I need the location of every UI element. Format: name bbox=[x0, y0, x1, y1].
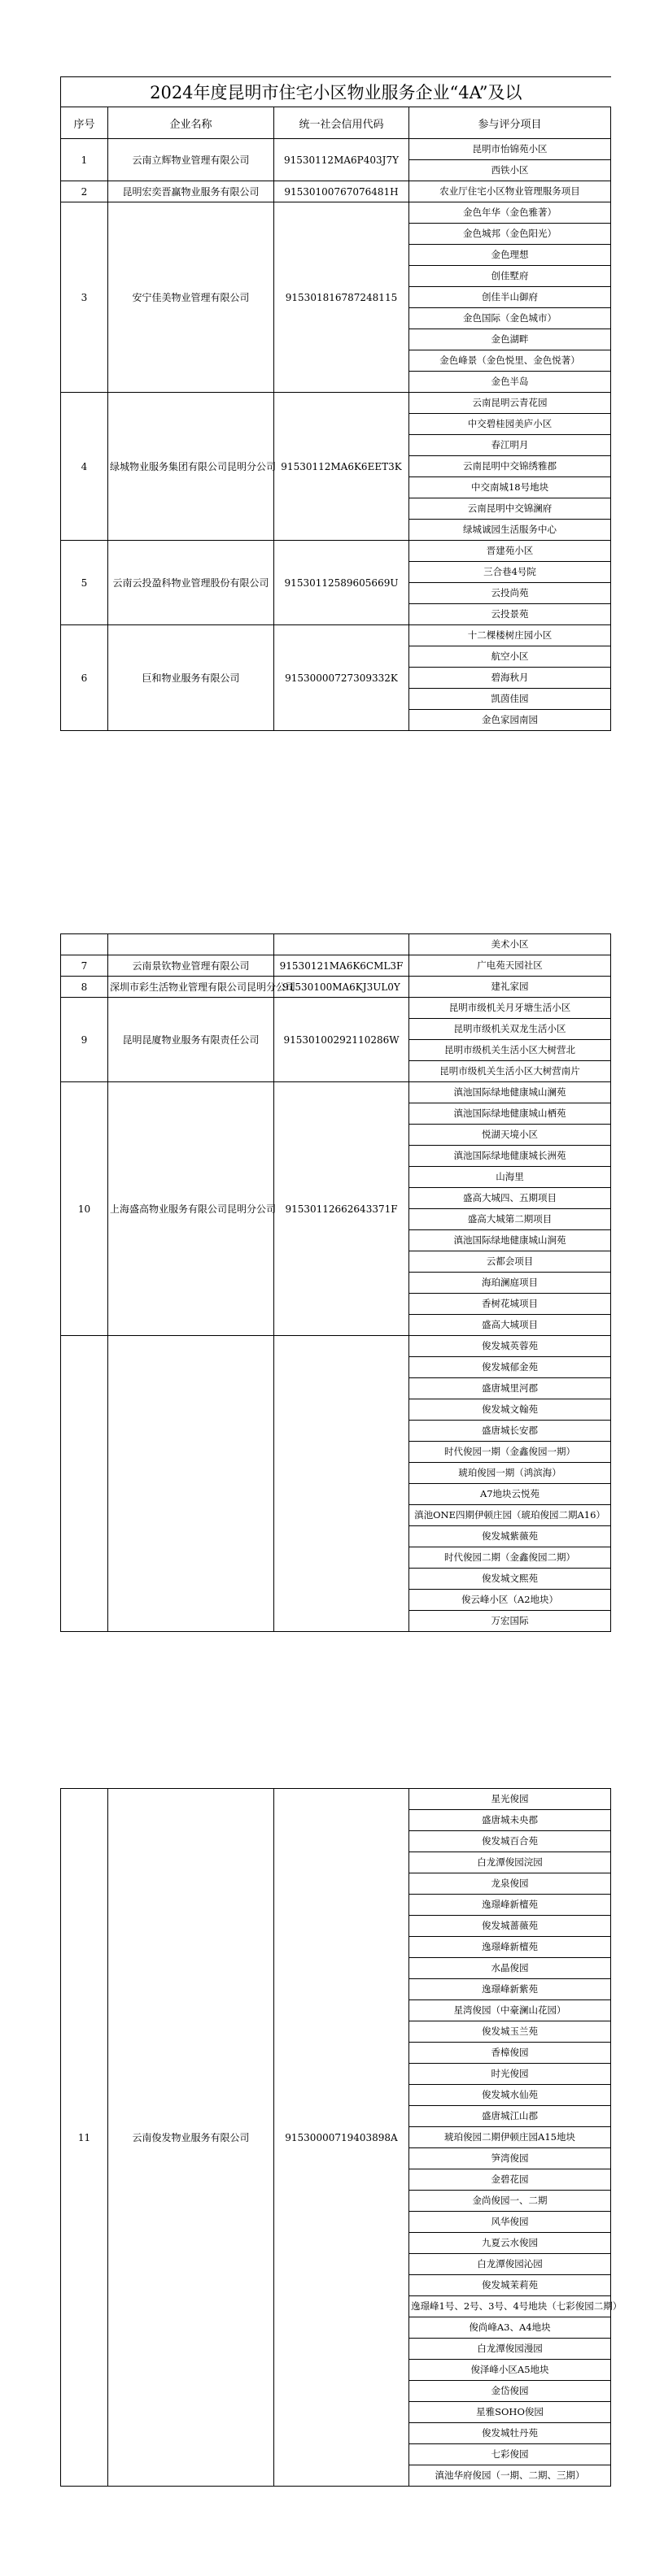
project-name: 香樟俊园 bbox=[409, 2043, 611, 2064]
project-name: 滇池国际绿地健康城山栖苑 bbox=[409, 1103, 611, 1125]
table-row bbox=[61, 955, 611, 977]
table-row bbox=[61, 998, 611, 1019]
project-name: 俊发城百合苑 bbox=[409, 1831, 611, 1852]
table-row bbox=[61, 1082, 611, 1103]
project-name: 海珀澜庭项目 bbox=[409, 1273, 611, 1294]
project-name: 晋建苑小区 bbox=[409, 541, 611, 562]
project-name: 金色峰景（金色悦里、金色悦著） bbox=[409, 350, 611, 372]
company-name: 安宁佳美物业管理有限公司 bbox=[108, 202, 274, 393]
project-name: 广电苑天园社区 bbox=[409, 955, 611, 977]
project-name: 俊发城文翰苑 bbox=[409, 1399, 611, 1421]
project-name: 时代俊园一期（金鑫俊园一期） bbox=[409, 1442, 611, 1463]
project-name: 金色理想 bbox=[409, 245, 611, 266]
project-name: 云投尚苑 bbox=[409, 583, 611, 604]
project-name: 建礼家园 bbox=[409, 977, 611, 998]
project-name: 金岱俊园 bbox=[409, 2381, 611, 2402]
company-name: 昆明宏奕晋赢物业服务有限公司 bbox=[108, 181, 274, 202]
credit-code: 91530112MA6K6EET3K bbox=[274, 393, 409, 541]
project-name: 俊发城茉莉苑 bbox=[409, 2275, 611, 2296]
project-name: 云南昆明中交锦澜府 bbox=[409, 498, 611, 520]
company-name: 深圳市彩生活物业管理有限公司昆明分公司 bbox=[108, 977, 274, 998]
row-index: 8 bbox=[61, 977, 108, 998]
project-name: 山海里 bbox=[409, 1167, 611, 1188]
project-name: 绿城诚园生活服务中心 bbox=[409, 520, 611, 541]
project-name: 盛唐城江山郡 bbox=[409, 2106, 611, 2127]
company-name: 上海盛高物业服务有限公司昆明分公司 bbox=[108, 1082, 274, 1336]
row-index bbox=[61, 1336, 108, 1632]
project-name: 盛高大城四、五期项目 bbox=[409, 1188, 611, 1209]
project-name: 盛高大城第二期项目 bbox=[409, 1209, 611, 1230]
credit-code: 91530121MA6K6CML3F bbox=[274, 955, 409, 977]
project-name: 星雅SOHO俊园 bbox=[409, 2402, 611, 2423]
project-name: 美术小区 bbox=[409, 934, 611, 955]
project-name: 悦湖天境小区 bbox=[409, 1125, 611, 1146]
table-row bbox=[61, 139, 611, 160]
project-name: 盛唐城长安郡 bbox=[409, 1421, 611, 1442]
table-row bbox=[61, 1789, 611, 1810]
table-segment-1 bbox=[60, 76, 607, 731]
company-name: 绿城物业服务集团有限公司昆明分公司 bbox=[108, 393, 274, 541]
row-index: 3 bbox=[61, 202, 108, 393]
credit-code: 91530112MA6P403J7Y bbox=[274, 139, 409, 181]
project-name: 九夏云水俊园 bbox=[409, 2233, 611, 2254]
row-index: 6 bbox=[61, 625, 108, 731]
project-name: 碧海秋月 bbox=[409, 668, 611, 689]
project-name: 俊泽峰小区A5地块 bbox=[409, 2360, 611, 2381]
project-name: 逸璟峰新紫苑 bbox=[409, 1979, 611, 2000]
project-name: 昆明市级机关生活小区大树营北 bbox=[409, 1040, 611, 1061]
project-name: 凯茵佳园 bbox=[409, 689, 611, 710]
project-name: 金碧花园 bbox=[409, 2169, 611, 2191]
credit-code bbox=[274, 934, 409, 955]
project-name: 西铁小区 bbox=[409, 160, 611, 181]
project-name: 万宏国际 bbox=[409, 1611, 611, 1632]
project-name: 金色城邦（金色阳光） bbox=[409, 224, 611, 245]
project-name: 俊发城蔷薇苑 bbox=[409, 1916, 611, 1937]
project-name: 白龙潭俊园浣园 bbox=[409, 1852, 611, 1873]
project-name: 金色半岛 bbox=[409, 372, 611, 393]
row-index: 11 bbox=[61, 1789, 108, 2487]
project-name: 中交碧桂园美庐小区 bbox=[409, 414, 611, 435]
row-index: 1 bbox=[61, 139, 108, 181]
project-name: 琥珀俊园二期伊顿庄园A15地块 bbox=[409, 2127, 611, 2148]
project-name: 金色家园南园 bbox=[409, 710, 611, 731]
table-row bbox=[61, 977, 611, 998]
header-credit-code: 统一社会信用代码 bbox=[274, 107, 409, 139]
project-name: 滇池国际绿地健康城山澜苑 bbox=[409, 1082, 611, 1103]
project-name: 航空小区 bbox=[409, 646, 611, 668]
project-name: 俊发城牡丹苑 bbox=[409, 2423, 611, 2444]
project-name: 中交南城18号地块 bbox=[409, 477, 611, 498]
project-name: 金尚俊园一、二期 bbox=[409, 2191, 611, 2212]
project-name: 白龙潭俊园沁园 bbox=[409, 2254, 611, 2275]
project-name: 创佳墅府 bbox=[409, 266, 611, 287]
row-index: 10 bbox=[61, 1082, 108, 1336]
project-name: 盛高大城项目 bbox=[409, 1315, 611, 1336]
document-title: 2024年度昆明市住宅小区物业服务企业“4A”及以 bbox=[61, 77, 611, 107]
table-row bbox=[61, 1336, 611, 1357]
project-name: 云南昆明中交锦绣雅郡 bbox=[409, 456, 611, 477]
certification-table-part-1 bbox=[60, 76, 611, 731]
company-name bbox=[108, 934, 274, 955]
project-name: 滇池ONE四期伊顿庄园（琥珀俊园二期A16） bbox=[409, 1505, 611, 1526]
table-row bbox=[61, 541, 611, 562]
project-name: 星湾俊园（中豪澜山花园） bbox=[409, 2000, 611, 2021]
project-name: 云投景苑 bbox=[409, 604, 611, 625]
project-name: 俊发城文熙苑 bbox=[409, 1569, 611, 1590]
project-name: 盛唐城未央郡 bbox=[409, 1810, 611, 1831]
project-name: 昆明市怡锦苑小区 bbox=[409, 139, 611, 160]
credit-code: 91530100292110286W bbox=[274, 998, 409, 1082]
project-name: 俊尚峰A3、A4地块 bbox=[409, 2317, 611, 2339]
project-name: 时代俊园二期（金鑫俊园二期） bbox=[409, 1547, 611, 1569]
project-name: A7地块云悦苑 bbox=[409, 1484, 611, 1505]
credit-code: 91530000719403898A bbox=[274, 1789, 409, 2487]
project-name: 白龙潭俊园漫园 bbox=[409, 2339, 611, 2360]
project-name: 滇池华府俊园（一期、二期、三期） bbox=[409, 2465, 611, 2487]
project-name: 逸璟峰1号、2号、3号、4号地块（七彩俊园二期） bbox=[409, 2296, 611, 2317]
project-name: 农业厅住宅小区物业管理服务项目 bbox=[409, 181, 611, 202]
project-name: 俊发城水仙苑 bbox=[409, 2085, 611, 2106]
project-name: 逸璟峰新檀苑 bbox=[409, 1937, 611, 1958]
row-index: 4 bbox=[61, 393, 108, 541]
project-name: 俊发城紫薇苑 bbox=[409, 1526, 611, 1547]
project-name: 金色国际（金色城市） bbox=[409, 308, 611, 329]
project-name: 星光俊园 bbox=[409, 1789, 611, 1810]
project-name: 七彩俊园 bbox=[409, 2444, 611, 2465]
credit-code: 91530181678724811​5 bbox=[274, 202, 409, 393]
project-name: 俊发城英蓉苑 bbox=[409, 1336, 611, 1357]
project-name: 龙泉俊园 bbox=[409, 1873, 611, 1895]
credit-code bbox=[274, 1336, 409, 1632]
project-name: 时光俊园 bbox=[409, 2064, 611, 2085]
project-name: 创佳半山御府 bbox=[409, 287, 611, 308]
project-name: 俊发城玉兰苑 bbox=[409, 2021, 611, 2043]
project-name: 盛唐城里河郡 bbox=[409, 1378, 611, 1399]
certification-table-part-2 bbox=[60, 933, 611, 1632]
project-name: 笋湾俊园 bbox=[409, 2148, 611, 2169]
table-segment-3 bbox=[60, 1788, 622, 2487]
table-row bbox=[61, 181, 611, 202]
project-name: 金色湖畔 bbox=[409, 329, 611, 350]
table-segment-2 bbox=[60, 933, 607, 1632]
company-name: 云南云投盈科物业管理股份有限公司 bbox=[108, 541, 274, 625]
row-index bbox=[61, 934, 108, 955]
table-row bbox=[61, 625, 611, 646]
table-row bbox=[61, 934, 611, 955]
project-name: 滇池国际绿地健康城长洲苑 bbox=[409, 1146, 611, 1167]
company-name: 云南景钦物业管理有限公司 bbox=[108, 955, 274, 977]
credit-code: 915301007670764​81H bbox=[274, 181, 409, 202]
project-name: 逸璟峰新檀苑 bbox=[409, 1895, 611, 1916]
project-name: 俊云峰小区（A2地块） bbox=[409, 1590, 611, 1611]
credit-code: 91530112662643371F bbox=[274, 1082, 409, 1336]
row-index: 5 bbox=[61, 541, 108, 625]
table-row bbox=[61, 393, 611, 414]
project-name: 十二棵楼树庄园小区 bbox=[409, 625, 611, 646]
company-name bbox=[108, 1336, 274, 1632]
header-project: 参与评分项目 bbox=[409, 107, 611, 139]
project-name: 滇池国际绿地健康城山涧苑 bbox=[409, 1230, 611, 1251]
project-name: 香树花城项目 bbox=[409, 1294, 611, 1315]
project-name: 昆明市级机关月牙塘生活小区 bbox=[409, 998, 611, 1019]
company-name: 云南俊发物业服务有限公司 bbox=[108, 1789, 274, 2487]
table-row bbox=[61, 202, 611, 224]
project-name: 昆明市级机关生活小区大树营南片 bbox=[409, 1061, 611, 1082]
header-index: 序号 bbox=[61, 107, 108, 139]
project-name: 春江明月 bbox=[409, 435, 611, 456]
company-name: 巨和物业服务有限公司 bbox=[108, 625, 274, 731]
project-name: 金色年华（金色雅著） bbox=[409, 202, 611, 224]
project-name: 昆明市级机关双龙生活小区 bbox=[409, 1019, 611, 1040]
row-index: 2 bbox=[61, 181, 108, 202]
project-name: 云南昆明云青花园 bbox=[409, 393, 611, 414]
credit-code: 91530112589605669U bbox=[274, 541, 409, 625]
project-name: 风华俊园 bbox=[409, 2212, 611, 2233]
project-name: 水晶俊园 bbox=[409, 1958, 611, 1979]
row-index: 9 bbox=[61, 998, 108, 1082]
project-name: 俊发城郁金苑 bbox=[409, 1357, 611, 1378]
certification-table-part-3 bbox=[60, 1788, 622, 2487]
company-name: 云南立辉物业管理有限公司 bbox=[108, 139, 274, 181]
header-company: 企业名称 bbox=[108, 107, 274, 139]
project-name: 三合巷4号院 bbox=[409, 562, 611, 583]
project-name: 云都会项目 bbox=[409, 1251, 611, 1273]
project-name: 琥珀俊园一期（鸿滨海） bbox=[409, 1463, 611, 1484]
company-name: 昆明昆廈物业服务有限责任公司 bbox=[108, 998, 274, 1082]
credit-code: 91530000727309332K bbox=[274, 625, 409, 731]
credit-code: 91530100MA6KJ3UL0Y bbox=[274, 977, 409, 998]
row-index: 7 bbox=[61, 955, 108, 977]
